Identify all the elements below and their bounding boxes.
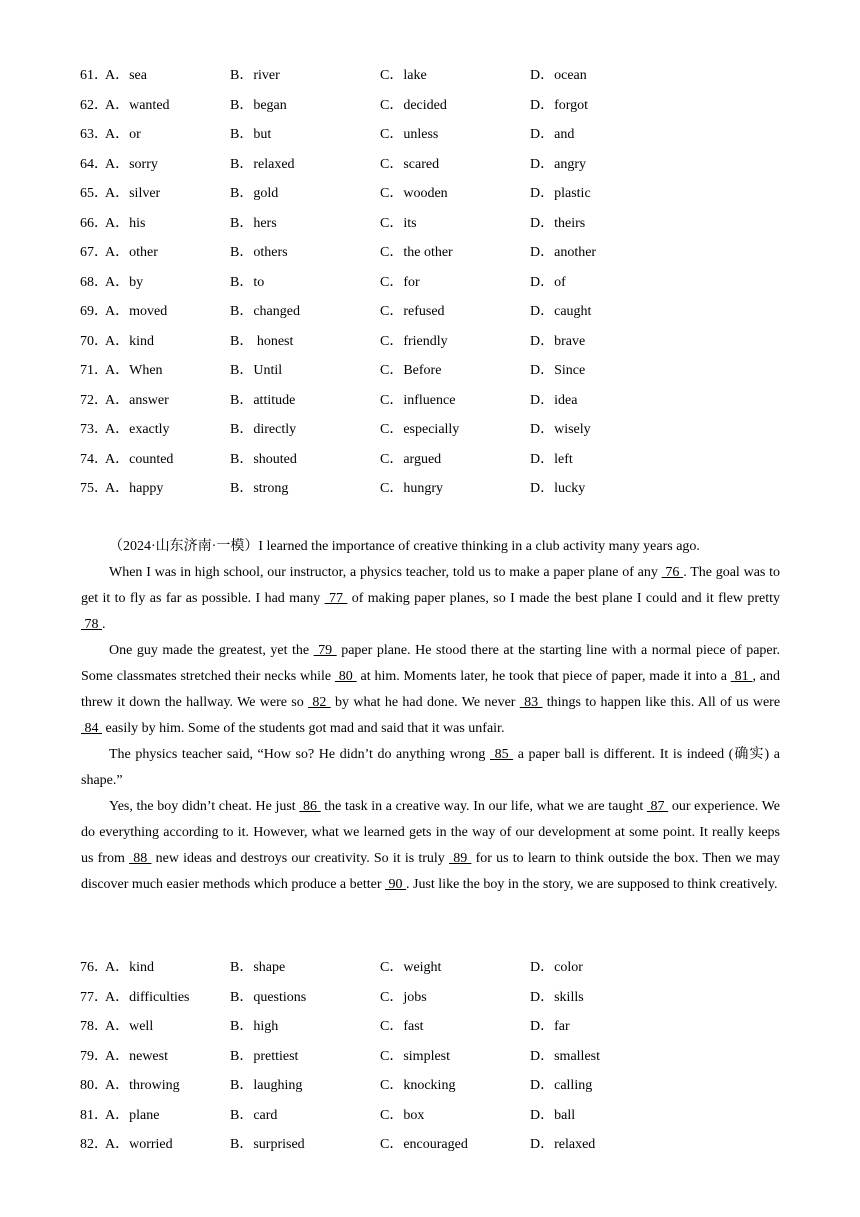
option-d: D．forgot bbox=[530, 97, 589, 113]
blank-81: 81 bbox=[730, 669, 753, 684]
option-d: D．skills bbox=[530, 989, 584, 1005]
question-row bbox=[80, 1076, 780, 1106]
options-list-61-75 bbox=[80, 66, 780, 509]
option-a: A．throwing bbox=[105, 1078, 180, 1093]
question-row bbox=[80, 96, 780, 126]
question-number: 65． bbox=[80, 186, 108, 201]
option-b: B．prettiest bbox=[230, 1048, 299, 1064]
blank-82: 82 bbox=[308, 695, 331, 710]
option-c: C．for bbox=[380, 274, 420, 290]
option-c: C．fast bbox=[380, 1019, 424, 1034]
option-d: D．lucky bbox=[530, 481, 586, 496]
blank-86: 86 bbox=[299, 799, 321, 814]
blank-80: 80 bbox=[334, 669, 357, 684]
question-row bbox=[80, 332, 780, 362]
option-d: D．caught bbox=[530, 304, 592, 319]
source-tag: （2024·山东济南·一模） bbox=[109, 539, 259, 554]
option-d: D．angry bbox=[530, 156, 586, 172]
question-row bbox=[80, 302, 780, 332]
option-b: B．relaxed bbox=[230, 156, 295, 172]
passage-intro: （2024·山东济南·一模）I learned the importance of creative thinking in a club activity many years ago. bbox=[109, 539, 700, 554]
question-row bbox=[80, 1135, 780, 1165]
question-row bbox=[80, 273, 780, 303]
option-b: B．but bbox=[230, 127, 272, 142]
option-d: D．left bbox=[530, 451, 573, 467]
question-number: 81． bbox=[80, 1107, 108, 1123]
question-number: 67． bbox=[80, 245, 108, 260]
option-d: D．Since bbox=[530, 363, 586, 378]
option-b: B．river bbox=[230, 68, 280, 83]
option-c: C．weight bbox=[380, 960, 442, 975]
option-d: D．another bbox=[530, 245, 597, 260]
question-row bbox=[80, 450, 780, 480]
option-b: B．questions bbox=[230, 989, 307, 1005]
option-d: D．relaxed bbox=[530, 1137, 596, 1152]
option-a: A．by bbox=[105, 274, 144, 290]
blank-78: 78 bbox=[81, 617, 102, 632]
option-d: D．calling bbox=[530, 1078, 593, 1093]
option-a: A．or bbox=[105, 127, 141, 142]
blank-88: 88 bbox=[129, 851, 152, 866]
question-number: 71． bbox=[80, 363, 108, 378]
blank-76: 76 bbox=[661, 565, 684, 580]
option-c: C．simplest bbox=[380, 1048, 451, 1064]
blank-84: 84 bbox=[81, 721, 102, 736]
option-a: A．When bbox=[105, 363, 163, 378]
option-a: A．plane bbox=[105, 1107, 160, 1123]
question-row bbox=[80, 125, 780, 155]
reading-passage bbox=[81, 534, 780, 898]
question-row bbox=[80, 155, 780, 185]
question-row bbox=[80, 420, 780, 450]
option-a: A．other bbox=[105, 245, 158, 260]
question-number: 61． bbox=[80, 68, 108, 83]
passage-paragraph-4: Yes, the boy didn’t cheat. He just 86 the task in a creative way. In our life, what we are taught 87 our experience. We do everything according to it. However, what we learned gets in the way of our development at some point. It really keeps us from 88 new ideas and destroys our creativity. So it is truly 89 for us to learn to think outside the box. Then we may discover much easier methods which produce a better 90 . Just like the boy in the story, we are supposed to think creatively. bbox=[81, 799, 781, 892]
option-a: A．well bbox=[105, 1019, 154, 1034]
options-list-76-82 bbox=[80, 958, 780, 1165]
option-d: D．brave bbox=[530, 333, 586, 349]
option-c: C．encouraged bbox=[380, 1137, 468, 1152]
question-number: 66． bbox=[80, 215, 108, 231]
option-d: D．wisely bbox=[530, 422, 591, 437]
question-row bbox=[80, 391, 780, 421]
blank-90: 90 bbox=[385, 877, 407, 892]
option-a: A．silver bbox=[105, 186, 161, 201]
option-c: C．lake bbox=[380, 68, 427, 83]
option-b: B．changed bbox=[230, 304, 300, 319]
question-number: 63． bbox=[80, 127, 108, 142]
option-b: B．high bbox=[230, 1019, 279, 1034]
question-number: 77． bbox=[80, 989, 108, 1005]
option-b: B．to bbox=[230, 274, 265, 290]
passage-paragraph-2: One guy made the greatest, yet the 79 paper plane. He stood there at the starting line with a normal piece of paper. Some classmates stretched their necks while 80 at him. Moments later, he took that piece of paper, made it into a 81 , and threw it down the hallway. We were so 82 by what he had done. We never 83 things to happen like this. All of us were 84 easily by him. Some of the students got mad and said that it was unfair. bbox=[81, 643, 781, 736]
option-c: C．unless bbox=[380, 127, 439, 142]
option-c: C．friendly bbox=[380, 333, 448, 349]
question-row bbox=[80, 66, 780, 96]
option-c: C．especially bbox=[380, 422, 460, 437]
option-d: D．and bbox=[530, 127, 575, 142]
question-number: 69． bbox=[80, 304, 108, 319]
option-b: B．began bbox=[230, 97, 287, 113]
option-a: A．sorry bbox=[105, 156, 158, 172]
question-row bbox=[80, 243, 780, 273]
question-row bbox=[80, 1047, 780, 1077]
option-b: B．card bbox=[230, 1107, 278, 1123]
option-b: B．shape bbox=[230, 960, 286, 975]
blank-77: 77 bbox=[324, 591, 348, 606]
option-b: B．laughing bbox=[230, 1078, 303, 1093]
option-c: C．argued bbox=[380, 451, 442, 467]
option-a: A．counted bbox=[105, 451, 174, 467]
question-row bbox=[80, 214, 780, 244]
option-b: B．gold bbox=[230, 186, 279, 201]
option-c: C．scared bbox=[380, 156, 440, 172]
option-d: D．far bbox=[530, 1019, 570, 1034]
question-number: 70． bbox=[80, 333, 108, 349]
blank-85: 85 bbox=[489, 747, 514, 762]
option-c: C．knocking bbox=[380, 1078, 456, 1093]
option-d: D．plastic bbox=[530, 186, 591, 201]
option-c: C．its bbox=[380, 215, 417, 231]
option-b: B．strong bbox=[230, 481, 289, 496]
question-number: 74． bbox=[80, 451, 108, 467]
question-number: 75． bbox=[80, 481, 108, 496]
option-c: C．the other bbox=[380, 245, 453, 260]
option-a: A．kind bbox=[105, 333, 154, 349]
question-number: 72． bbox=[80, 392, 108, 408]
question-number: 82． bbox=[80, 1137, 108, 1152]
question-number: 78． bbox=[80, 1019, 108, 1034]
question-number: 79． bbox=[80, 1048, 108, 1064]
option-a: A．kind bbox=[105, 960, 154, 975]
option-a: A．happy bbox=[105, 481, 164, 496]
option-c: C．box bbox=[380, 1107, 425, 1123]
option-d: D．ocean bbox=[530, 68, 587, 83]
question-number: 76． bbox=[80, 960, 108, 975]
question-row bbox=[80, 1017, 780, 1047]
option-b: B．hers bbox=[230, 215, 277, 231]
option-d: D．of bbox=[530, 274, 566, 290]
blank-89: 89 bbox=[449, 851, 472, 866]
question-number: 80． bbox=[80, 1078, 108, 1093]
option-a: A．wanted bbox=[105, 97, 170, 113]
option-d: D．color bbox=[530, 960, 583, 975]
question-row bbox=[80, 1106, 780, 1136]
option-c: C．refused bbox=[380, 304, 445, 319]
option-c: C．decided bbox=[380, 97, 447, 113]
option-c: C．jobs bbox=[380, 989, 427, 1005]
option-d: D．idea bbox=[530, 392, 578, 408]
option-c: C．influence bbox=[380, 392, 456, 408]
question-number: 62． bbox=[80, 97, 108, 113]
option-a: A．worried bbox=[105, 1137, 173, 1152]
option-b: B．others bbox=[230, 245, 288, 260]
option-b: B．Until bbox=[230, 363, 283, 378]
question-number: 68． bbox=[80, 274, 108, 290]
question-row bbox=[80, 958, 780, 988]
blank-87: 87 bbox=[646, 799, 669, 814]
option-d: D．theirs bbox=[530, 215, 586, 231]
option-a: A．answer bbox=[105, 392, 169, 408]
option-b: B． honest bbox=[230, 333, 294, 349]
option-b: B．directly bbox=[230, 422, 297, 437]
option-a: A．difficulties bbox=[105, 989, 190, 1005]
option-b: B．attitude bbox=[230, 392, 296, 408]
option-d: D．ball bbox=[530, 1107, 576, 1123]
option-d: D．smallest bbox=[530, 1048, 600, 1064]
option-c: C．hungry bbox=[380, 481, 443, 496]
option-a: A．newest bbox=[105, 1048, 168, 1064]
blank-79: 79 bbox=[313, 643, 337, 658]
question-row bbox=[80, 988, 780, 1018]
passage-paragraph-3: The physics teacher said, “How so? He didn’t do anything wrong 85 a paper ball is different. It is indeed (确实) a shape.” bbox=[81, 747, 781, 788]
option-a: A．sea bbox=[105, 68, 147, 83]
question-row bbox=[80, 184, 780, 214]
passage-paragraph-1: When I was in high school, our instructor, a physics teacher, told us to make a paper plane of any 76 . The goal was to get it to fly as far as possible. I had many 77 of making paper planes, so I made the best plane I could and it flew pretty 78 . bbox=[81, 565, 781, 632]
option-b: B．shouted bbox=[230, 451, 297, 467]
option-b: B．surprised bbox=[230, 1137, 305, 1152]
option-c: C．wooden bbox=[380, 186, 448, 201]
question-number: 64． bbox=[80, 156, 108, 172]
option-a: A．exactly bbox=[105, 422, 170, 437]
option-c: C．Before bbox=[380, 363, 442, 378]
option-a: A．his bbox=[105, 215, 146, 231]
question-row bbox=[80, 361, 780, 391]
blank-83: 83 bbox=[519, 695, 543, 710]
question-row bbox=[80, 479, 780, 509]
question-number: 73． bbox=[80, 422, 108, 437]
option-a: A．moved bbox=[105, 304, 168, 319]
